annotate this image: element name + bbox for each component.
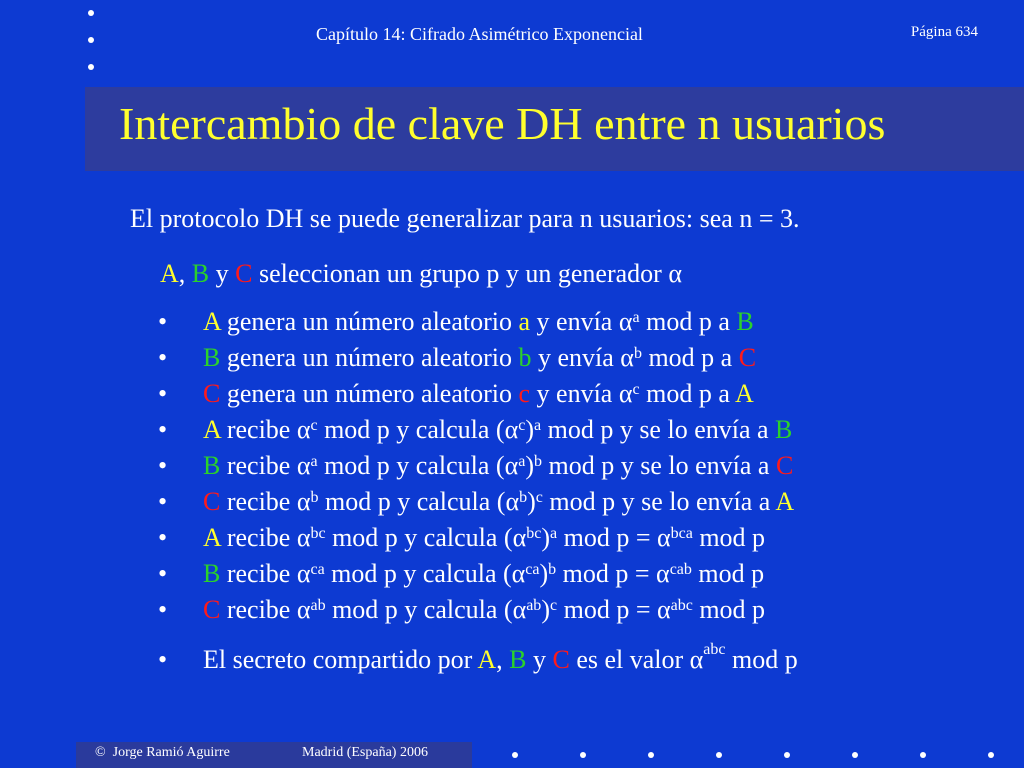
exponent: abc	[670, 597, 693, 614]
step-user: B	[203, 451, 221, 480]
dot-icon	[580, 752, 586, 758]
dot-icon	[852, 752, 858, 758]
step-text: mod p y calcula (α	[317, 451, 519, 480]
step-text: mod p	[691, 559, 765, 588]
final-statement	[158, 641, 798, 675]
dot-icon	[88, 37, 94, 43]
step-recipient: A	[775, 487, 795, 516]
step-text: genera un número aleatorio	[220, 343, 519, 372]
step-text: mod p a	[639, 307, 737, 336]
step-text: mod p = α	[557, 523, 671, 552]
step-user: C	[203, 595, 221, 624]
author-name: Jorge Ramió Aguirre	[112, 745, 230, 760]
list-item	[158, 379, 794, 415]
user-c-label: C	[552, 645, 570, 674]
list-item	[158, 415, 794, 451]
step-text: )	[541, 523, 550, 552]
step-text: )	[525, 415, 534, 444]
step-text: recibe α	[220, 415, 311, 444]
step-text: mod p	[692, 595, 766, 624]
exponent: a	[533, 417, 542, 434]
user-b-label: B	[509, 645, 527, 674]
bullet-icon: •	[158, 451, 168, 480]
step-recipient: C	[738, 343, 757, 372]
list-item	[158, 343, 794, 379]
y-text: y	[209, 259, 236, 288]
user-a-label: A	[160, 259, 179, 288]
exponent: bc	[310, 525, 326, 542]
step-variable: a	[518, 307, 531, 336]
bullet-icon: •	[158, 523, 168, 552]
final-text: es el valor α	[569, 645, 704, 674]
step-variable: c	[518, 379, 531, 408]
step-recipient: B	[775, 415, 793, 444]
step-text: mod p = α	[557, 595, 671, 624]
exponent: cab	[669, 561, 692, 578]
bullet-icon: •	[158, 645, 168, 674]
exponent: ab	[526, 597, 542, 614]
exponent: abc	[703, 641, 726, 658]
exponent: ca	[525, 561, 540, 578]
y-text: y	[526, 645, 553, 674]
setup-rest: seleccionan un grupo p y un generador α	[252, 259, 682, 288]
footer-place: Madrid (España) 2006	[302, 745, 428, 760]
page-number: Página 634	[910, 24, 978, 40]
comma-text: ,	[178, 259, 192, 288]
exponent: c	[535, 489, 543, 506]
exponent: bc	[526, 525, 542, 542]
exponent: ab	[310, 597, 326, 614]
step-text: mod p y se lo envía a	[541, 451, 776, 480]
step-text: mod p = α	[556, 559, 670, 588]
dot-icon	[88, 64, 94, 70]
step-text: recibe α	[220, 451, 311, 480]
final-text: mod p	[725, 645, 798, 674]
list-item	[158, 523, 794, 559]
step-text: mod p y calcula (α	[324, 559, 526, 588]
step-user: A	[203, 415, 221, 444]
exponent: b	[533, 453, 542, 470]
dot-icon	[648, 752, 654, 758]
step-text: recibe α	[220, 523, 311, 552]
exponent: b	[548, 561, 557, 578]
step-user: B	[203, 343, 221, 372]
dot-icon	[512, 752, 518, 758]
step-text: recibe α	[220, 559, 311, 588]
user-a-label: A	[477, 645, 497, 674]
step-text: recibe α	[220, 487, 311, 516]
step-text: genera un número aleatorio	[220, 307, 519, 336]
step-text: mod p y calcula (α	[325, 595, 527, 624]
step-user: A	[203, 523, 221, 552]
step-variable: b	[518, 343, 532, 372]
dot-icon	[88, 10, 94, 16]
list-item	[158, 307, 794, 343]
step-user: C	[203, 487, 221, 516]
step-user: C	[203, 379, 221, 408]
setup-line	[160, 259, 682, 289]
bullet-icon: •	[158, 487, 168, 516]
bullet-icon: •	[158, 379, 168, 408]
dot-icon	[784, 752, 790, 758]
exponent: a	[549, 525, 558, 542]
copyright-icon: ©	[95, 745, 106, 760]
exponent: c	[518, 417, 526, 434]
step-text: y envía α	[531, 343, 634, 372]
exponent: b	[633, 345, 642, 362]
step-recipient: C	[775, 451, 794, 480]
bullet-icon: •	[158, 307, 168, 336]
step-text: mod p	[692, 523, 766, 552]
final-text: El secreto compartido por	[203, 645, 478, 674]
step-text: mod p y calcula (α	[318, 487, 520, 516]
exponent: c	[549, 597, 558, 614]
step-recipient: B	[736, 307, 754, 336]
step-text: mod p y calcula (α	[325, 523, 527, 552]
step-text: )	[525, 451, 534, 480]
bullet-icon: •	[158, 343, 168, 372]
dot-icon	[988, 752, 994, 758]
step-text: mod p a	[641, 343, 739, 372]
step-text: )	[541, 595, 550, 624]
step-text: )	[539, 559, 549, 588]
step-text: mod p y se lo envía a	[541, 415, 776, 444]
exponent: c	[632, 381, 640, 398]
exponent: ca	[310, 561, 325, 578]
dot-icon	[920, 752, 926, 758]
step-text: mod p y calcula (α	[317, 415, 519, 444]
exponent: a	[518, 453, 526, 470]
exponent: bca	[670, 525, 693, 542]
bullet-icon: •	[158, 415, 168, 444]
step-user: A	[203, 307, 221, 336]
chapter-header: Capítulo 14: Cifrado Asimétrico Exponencial	[316, 24, 643, 44]
comma-text: ,	[496, 645, 510, 674]
step-recipient: A	[734, 379, 754, 408]
protocol-steps-list	[158, 307, 794, 631]
step-text: mod p y se lo envía a	[542, 487, 776, 516]
step-text: mod p a	[639, 379, 735, 408]
step-text: genera un número aleatorio	[220, 379, 519, 408]
dot-icon	[716, 752, 722, 758]
step-user: B	[203, 559, 221, 588]
bullet-icon: •	[158, 559, 168, 588]
user-b-label: B	[191, 259, 210, 288]
exponent: b	[310, 489, 319, 506]
list-item	[158, 487, 794, 523]
decorative-dots-bottom	[512, 752, 1002, 762]
step-text: )	[527, 487, 536, 516]
exponent: c	[310, 417, 318, 434]
exponent: b	[519, 489, 528, 506]
list-item	[158, 559, 794, 595]
footer-author	[95, 745, 230, 761]
exponent: a	[632, 309, 640, 326]
slide-title: Intercambio de clave DH entre n usuarios	[119, 98, 886, 149]
intro-text: El protocolo DH se puede generalizar para n usuarios: sea n = 3.	[130, 204, 800, 233]
step-text: y envía α	[530, 379, 633, 408]
exponent: a	[310, 453, 318, 470]
step-text: y envía α	[530, 307, 633, 336]
step-text: recibe α	[220, 595, 311, 624]
user-c-label: C	[235, 259, 253, 288]
list-item	[158, 451, 794, 487]
decorative-dots-left	[88, 10, 94, 91]
list-item	[158, 595, 794, 631]
bullet-icon: •	[158, 595, 168, 624]
